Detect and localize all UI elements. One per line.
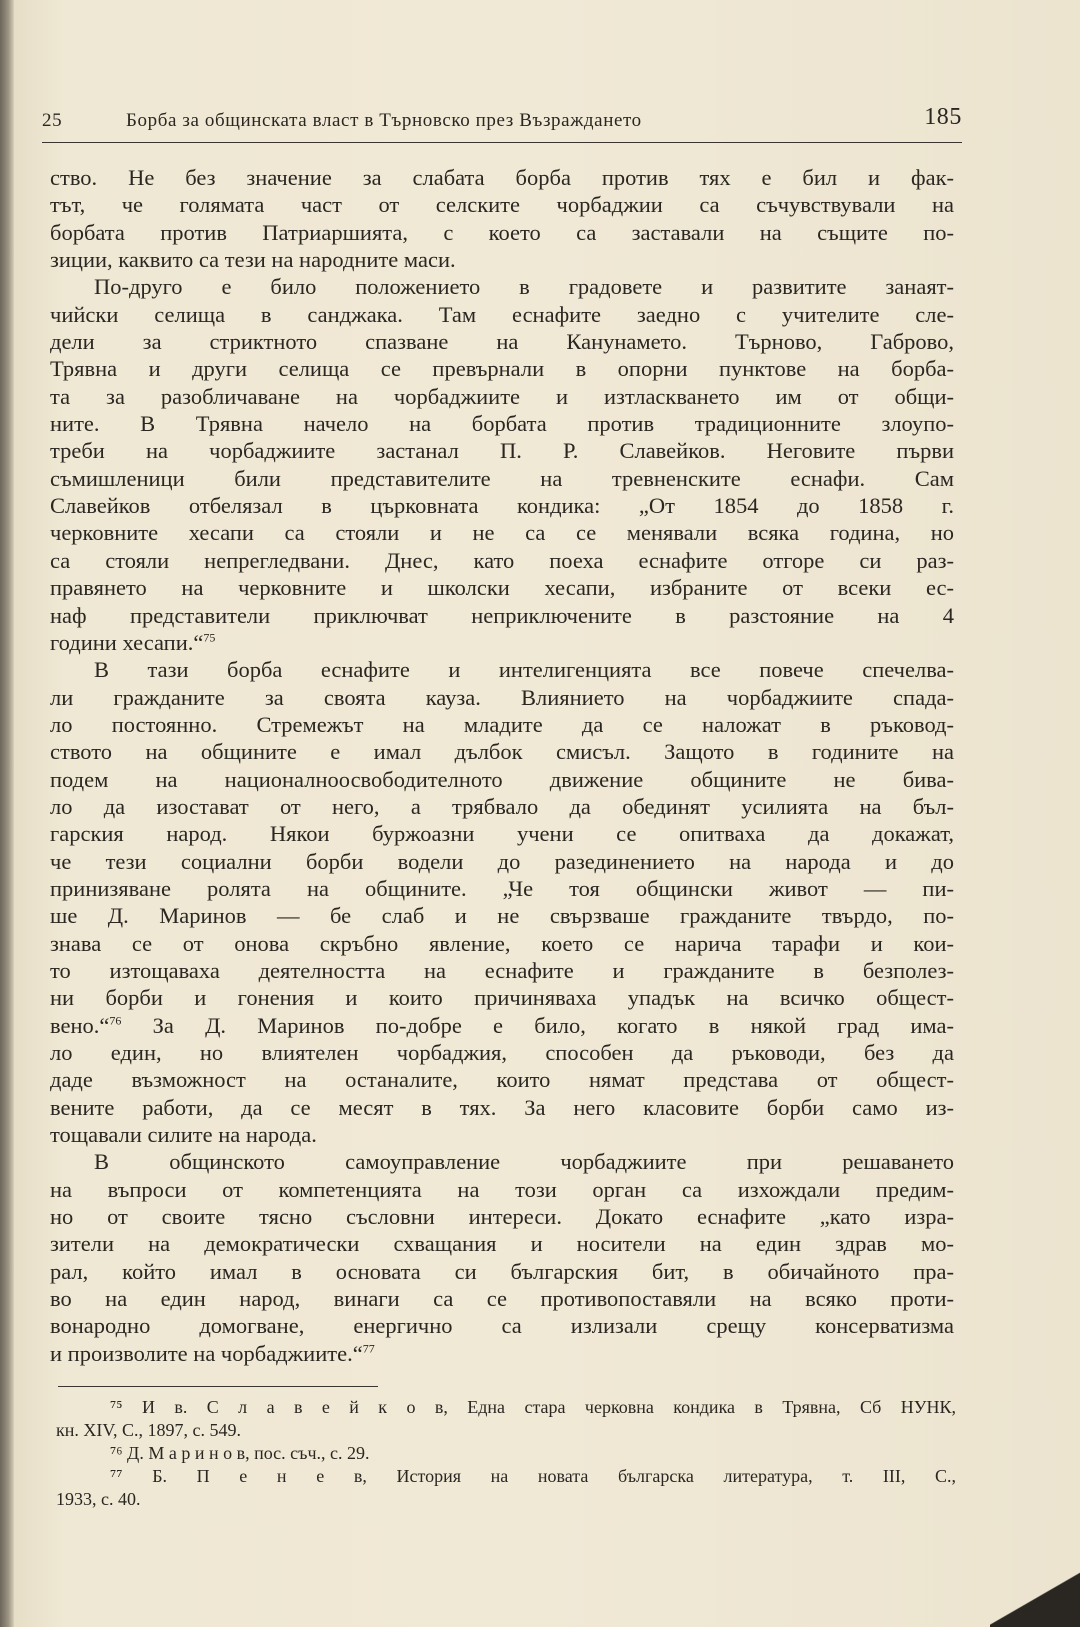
text-line: зиции, каквито са тези на народните маси. <box>50 247 456 273</box>
text-line: ните. В Трявна начело на борбата против традиционните злоупо- <box>50 411 954 437</box>
text-line: знава се от онова скръбно явление, което се нарича тарафи и кои- <box>50 930 954 956</box>
text-line: Трявна и други селища се превърнали в опорни пунктове на борба- <box>50 356 954 382</box>
text-line: тощавали силите на народа. <box>50 1122 317 1148</box>
text-line: В общинското самоуправление чорбаджиите при решаването <box>94 1149 954 1175</box>
text-line: черковните хесапи са стояли и не са се менявали всяка година, но <box>50 520 954 546</box>
text-line: на въпроси от компетенцията на този орган са изхождали предим- <box>50 1176 954 1202</box>
footnote-ref: 76 <box>109 1013 122 1028</box>
text-line: ло постоянно. Стремежът на младите да се наложат в ръковод- <box>50 711 954 737</box>
text-line: Славейков отбелязал в църковната кондика: „От 1854 до 1858 г. <box>50 493 954 519</box>
text-line: принизяване ролята на общините. „Че тоя общински живот — пи- <box>50 875 954 901</box>
footnote-line: ⁷⁶ Д. М а р и н о в, пос. съч., с. 29. <box>110 1443 370 1463</box>
page-corner-shadow <box>990 1557 1080 1627</box>
text-line: но от своите тясно съсловни интереси. Докато еснафите „като изра- <box>50 1204 954 1230</box>
text-line: гарския народ. Някои буржоазни учени се опитваха да докажат, <box>50 821 954 847</box>
text-line: и произволите на чорбаджиите.“$^{77}$ <box>50 1340 375 1366</box>
text-line: са стояли непрегледвани. Днес, като поеха еснафите отгоре си раз- <box>50 547 954 573</box>
text-line: во на един народ, винаги са се противопоставяли на всяко проти- <box>50 1286 954 1312</box>
text-line: вонародно домогване, енергично са излизали срещу консерватизма <box>50 1313 954 1339</box>
text-line: подем на националноосвободителното движение общините не бива- <box>50 766 954 792</box>
text-line: ство. Не без значение за слабата борба против тях е бил и фак- <box>50 165 954 190</box>
text-line: правянето на черковните и школски хесапи, избраните от всеки ес- <box>50 575 954 601</box>
text-line: даде възможност на останалите, които нямат представа от общест- <box>50 1067 954 1093</box>
text-line: По-друго е било положението в градовете и развитите занаят- <box>94 274 954 300</box>
text-line: то изтощаваха деятелността на еснафите и гражданите в безполез- <box>50 957 954 983</box>
text-line: ни борби и гонения и които причиняваха упадък на всичко общест- <box>50 985 954 1011</box>
footnote-rule <box>58 1386 378 1387</box>
footnote-line: ⁷⁵ И в. С л а в е й к о в, Една стара черковна кондика в Трявна, Сб НУНК, <box>110 1397 956 1417</box>
text-line: вено.“$^{76}$ За Д. Маринов по-добре е било, когато в някой град има- <box>50 1012 954 1038</box>
running-title: Борба за общинската власт в Търновско през Възраждането <box>126 110 642 131</box>
text-line: зители на демократически схващания и носители на един здрав мо- <box>50 1231 954 1257</box>
page-number: 185 <box>924 104 962 130</box>
footnote-line: кн. XIV, С., 1897, с. 549. <box>56 1420 242 1440</box>
text-line: че тези социални борби водели до разединението на народа и до <box>50 848 954 874</box>
text-line: години хесапи.“$^{75}$ <box>50 629 216 655</box>
body-text <box>50 164 954 1367</box>
header-rule <box>42 142 962 143</box>
footnote-line: 1933, с. 40. <box>56 1489 141 1509</box>
text-line: вените работи, да се месят в тях. За него класовите борби само из- <box>50 1094 954 1120</box>
text-line: В тази борба еснафите и интелигенцията все повече спечелва- <box>94 657 954 683</box>
text-line: наф представители приключват неприключените в разстояние на 4 <box>50 602 954 628</box>
text-line: ло един, но влиятелен чорбаджия, способен да ръководи, без да <box>50 1040 954 1065</box>
signature-number: 25 <box>42 110 63 131</box>
text-line: борбата против Патриаршията, с което са заставали на същите по- <box>50 219 954 245</box>
footnote-ref: 77 <box>362 1341 375 1356</box>
text-line: тът, че голямата част от селските чорбаджии са съчувствували на <box>50 192 954 218</box>
text-line: чийски селища в санджака. Там еснафите заедно с учителите сле- <box>50 301 954 327</box>
text-line: съмишленици били представителите на тревненските еснафи. Сам <box>50 465 954 491</box>
text-line: ството на общините е имал дълбок смисъл. Защото в годините на <box>50 739 954 765</box>
text-line: дели за стриктното спазване на Канунамето. Търново, Габрово, <box>50 329 954 355</box>
book-spine <box>0 0 14 1627</box>
footnotes <box>56 1396 956 1511</box>
text-line: ло да изостават от него, а трябвало да обединят усилията на бъл- <box>50 793 954 819</box>
text-line: ли гражданите за своята кауза. Влиянието на чорбаджиите спада- <box>50 684 954 710</box>
running-header <box>42 104 962 144</box>
text-line: рал, който имал в основата си българския бит, в обичайното пра- <box>50 1258 954 1284</box>
footnote-line: ⁷⁷ Б. П е н е в, История на новата българска литература, т. III, С., <box>110 1466 956 1486</box>
text-line: та за разобличаване на чорбаджиите и изтласкването им от общи- <box>50 383 954 409</box>
footnote-ref: 75 <box>203 630 216 645</box>
text-line: ше Д. Маринов — бе слаб и не свързваше гражданите твърдо, по- <box>50 903 954 929</box>
text-line: треби на чорбаджиите застанал П. Р. Славейков. Неговите първи <box>50 438 954 464</box>
